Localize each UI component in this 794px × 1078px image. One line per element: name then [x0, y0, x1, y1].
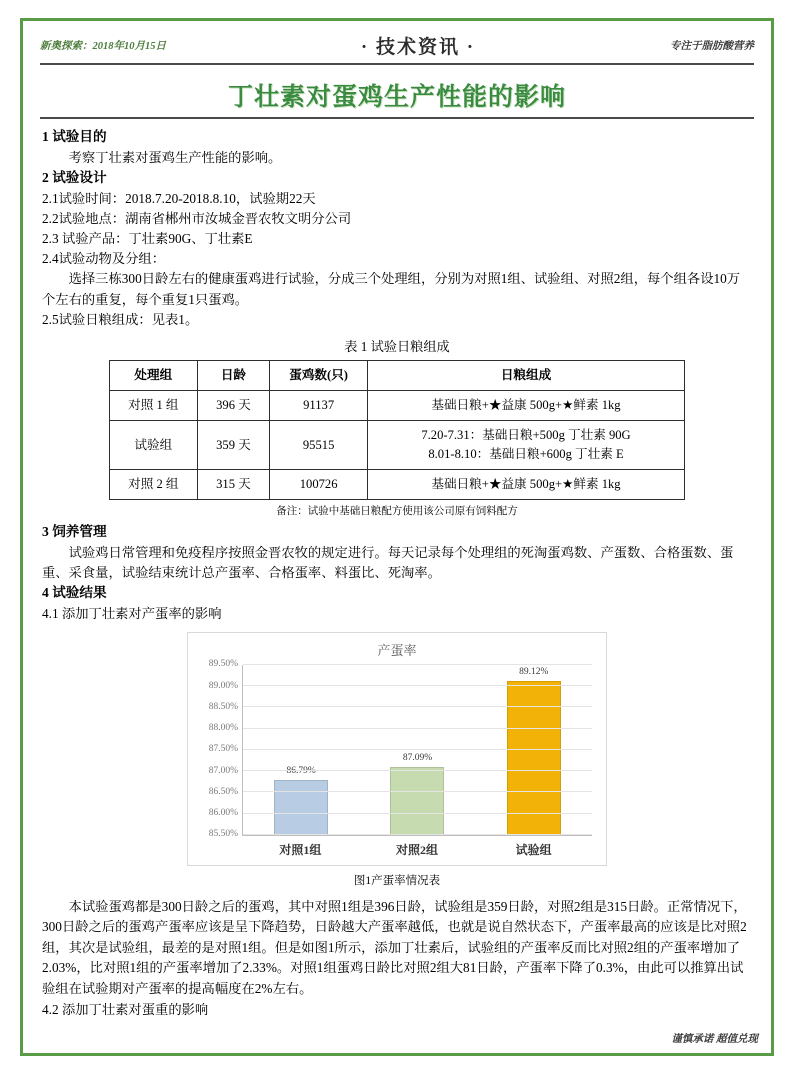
- chart-x-axis-labels: [242, 841, 592, 859]
- chart-bar-value-label: 87.09%: [402, 752, 433, 763]
- section-2-4: 2.4试验动物及分组：: [42, 251, 165, 267]
- table-header-row: [110, 361, 685, 391]
- chart-y-tick-label: 86.00%: [208, 807, 238, 818]
- document-content: [26, 127, 768, 1020]
- chart-gridline: [208, 765, 592, 776]
- heading-3: 3 饲养管理: [42, 524, 107, 540]
- egg-production-rate-chart: [187, 632, 607, 866]
- chart-bar: [274, 780, 328, 835]
- chart-bar-column: [274, 665, 328, 835]
- heading-4: 4 试验结果: [42, 585, 107, 601]
- cell-count: 91137: [270, 391, 368, 421]
- header-section-title: · 技术资讯 ·: [360, 37, 476, 58]
- chart-y-tick-label: 87.50%: [208, 744, 238, 755]
- table-header-age: 日龄: [197, 361, 270, 391]
- section-4-1-paragraph: 本试验蛋鸡都是300日龄之后的蛋鸡，其中对照1组是396日龄，试验组是359日龄，对照2组是315日龄。正常情况下，300日龄之后的蛋鸡产蛋率应该是呈下降趋势，日龄越大产蛋率越低，也就是说自然状态下，产蛋率最高的应该是比对照2组，其次是试验组，最差的是对照1组。但是如图1所示，添加丁壮素后，试验组的产蛋率反而比对照2组的产蛋率增加了2.03%，比对照1组的产蛋率增加了2.33%。对照1组蛋鸡日龄比对照2组大81日龄，产蛋率下降了0.3%，由此可以推算出试验组在试验期对产蛋率的提高幅度在2%左右。: [42, 898, 747, 996]
- section-3-body: 试验鸡日常管理和免疫程序按照金晋农牧的规定进行。每天记录每个处理组的死淘蛋鸡数、产蛋数、合格蛋数、蛋重、采食量，试验结束统计总产蛋率、合格蛋率、料蛋比、死淘率。: [42, 544, 734, 581]
- cell-age: 359 天: [197, 421, 270, 470]
- chart-gridline: [208, 722, 592, 733]
- page-title: 丁壮素对蛋鸡生产性能的影响: [227, 82, 566, 111]
- section-2-2: 2.2试验地点：湖南省郴州市汝城金晋农牧文明分公司: [42, 210, 352, 226]
- chart-gridline: [208, 701, 592, 712]
- section-2-1: 2.1试验时间：2018.7.20-2018.8.10，试验期22天: [42, 190, 316, 206]
- figure-caption: 图1产蛋率情况表: [353, 875, 441, 888]
- cell-group: 对照 1 组: [110, 391, 198, 421]
- cell-diet-line-2: 8.01-8.10：基础日粮+600g 丁壮素 E: [428, 447, 624, 462]
- chart-gridline: [208, 659, 592, 670]
- chart-x-label: 对照2组: [395, 842, 438, 857]
- chart-y-tick-label: 88.00%: [208, 722, 238, 733]
- cell-diet: 基础日粮+★益康 500g+★鲜素 1kg: [368, 470, 685, 500]
- chart-gridline: [208, 680, 592, 691]
- chart-y-tick-label: 89.50%: [208, 659, 238, 670]
- heading-4-2: 4.2 添加丁壮素对蛋重的影响: [42, 1001, 209, 1017]
- cell-group: 对照 2 组: [110, 470, 198, 500]
- chart-bar: [390, 767, 444, 835]
- chart-y-tick-label: 89.00%: [208, 680, 238, 691]
- section-2-3: 2.3 试验产品：丁壮素90G、丁壮素E: [42, 230, 253, 246]
- cell-age: 396 天: [197, 391, 270, 421]
- chart-bar-value-label: 89.12%: [519, 666, 549, 677]
- cell-diet-line-1: 7.20-7.31：基础日粮+500g 丁壮素 90G: [421, 428, 631, 443]
- cell-count: 95515: [270, 421, 368, 470]
- table-caption: 表 1 试验日粮组成: [344, 338, 450, 354]
- table-note: 备注：试验中基础日粮配方使用该公司原有饲料配方: [276, 506, 518, 518]
- heading-4-1: 4.1 添加丁壮素对产蛋率的影响: [42, 605, 222, 621]
- footer-slogan: 谨慎承诺 超值兑现: [671, 1034, 758, 1045]
- table-row: [110, 391, 685, 421]
- chart-y-tick-label: 86.50%: [208, 786, 238, 797]
- table-header-count: 蛋鸡数(只): [270, 361, 368, 391]
- chart-x-label: 对照1组: [279, 842, 322, 857]
- table-header-group: 处理组: [110, 361, 198, 391]
- chart-bar-column: [390, 665, 444, 835]
- page-header: [40, 32, 754, 59]
- cell-diet: [368, 421, 685, 470]
- heading-1: 1 试验目的: [42, 129, 107, 144]
- decorative-frame-top: [20, 18, 774, 21]
- chart-y-tick-label: 87.00%: [208, 765, 238, 776]
- header-slogan: 专注于脂肪酸营养: [670, 41, 754, 52]
- heading-2: 2 试验设计: [42, 169, 107, 185]
- decorative-frame-bottom: [20, 1053, 774, 1056]
- table-row: [110, 421, 685, 470]
- chart-bar-column: [507, 665, 561, 835]
- cell-group: 试验组: [110, 421, 198, 470]
- diet-composition-table: [109, 360, 685, 500]
- header-divider: [40, 63, 754, 65]
- section-2-4-body: 选择三栋300日龄左右的健康蛋鸡进行试验，分成三个处理组，分别为对照1组、试验组、对照2组，每个组各设10万个左右的重复，每个重复1只蛋鸡。: [42, 271, 741, 307]
- cell-age: 315 天: [197, 470, 270, 500]
- table-header-diet: 日粮组成: [368, 361, 685, 391]
- chart-title: 产蛋率: [377, 643, 417, 659]
- chart-y-tick-label: 88.50%: [208, 701, 238, 712]
- chart-gridline: [208, 744, 592, 755]
- table-row: [110, 470, 685, 500]
- chart-y-tick-label: 85.50%: [208, 829, 238, 840]
- header-date: 新奥探索：2018年10月15日: [40, 41, 166, 52]
- chart-plot-area: [208, 659, 592, 840]
- decorative-frame-left: [20, 18, 23, 1056]
- cell-count: 100726: [270, 470, 368, 500]
- section-2-5: 2.5试验日粮组成：见表1。: [42, 311, 199, 327]
- chart-gridline: [208, 786, 592, 797]
- section-1-body: 考察丁壮素对蛋鸡生产性能的影响。: [68, 149, 282, 165]
- chart-x-label: 试验组: [515, 842, 552, 857]
- chart-bars: [243, 665, 592, 835]
- decorative-frame-right: [771, 18, 774, 1056]
- title-divider: [40, 117, 754, 119]
- chart-gridline: [208, 807, 592, 818]
- chart-gridline: [208, 829, 592, 840]
- cell-diet: 基础日粮+★益康 500g+★鲜素 1kg: [368, 391, 685, 421]
